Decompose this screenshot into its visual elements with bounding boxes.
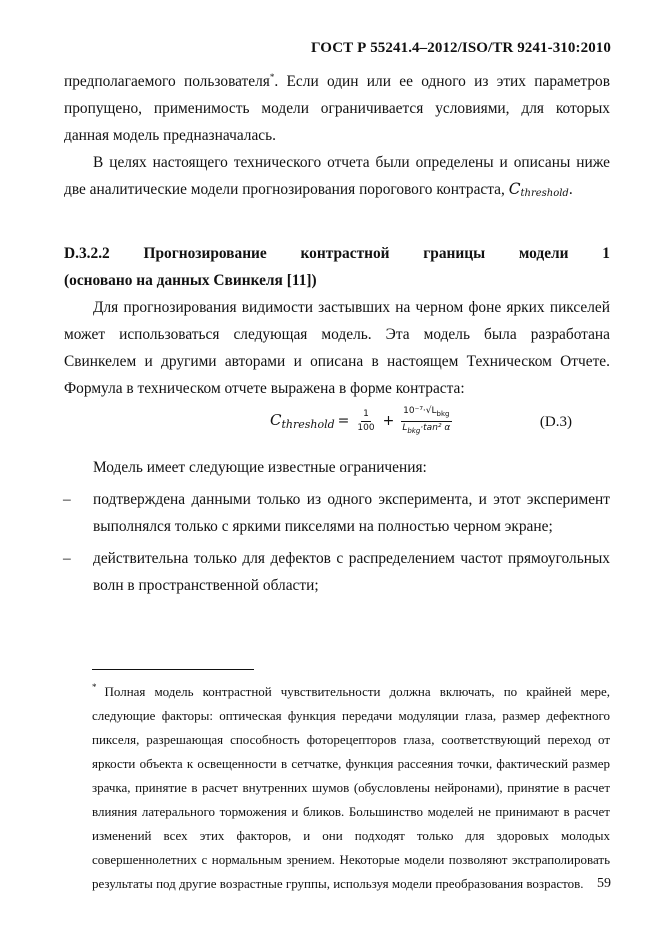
paragraph-end: . — [568, 181, 573, 198]
paragraph-text: В целях настоящего технического отчета были определены и описаны ниже две аналитические модели прогнозирования порогового контраста, — [64, 154, 610, 198]
footnote — [92, 675, 610, 896]
footnote-text: Полная модель контрастной чувствительности должна включать, по крайней мере, следующие факторы: оптическая функция передачи модуляции глаза, размер дефектного пикселя, разрешающая способность фоторецепторов глаза, соответствующий переход от яркости объекта к освещенности в сетчатке, функция рассеяния точки, фактический размер зрачка, принятие в расчет внутренних шумов (обусловлены нейронами), принятие в расчет влияния латерального торможения и бликов. Большинство моделей не принимают в расчет изменений всех этих факторов, и они подходят только для здоровых молодых совершеннолетних с нормальным зрением. Некоторые модели позволяют экстраполировать результаты под другие возрастные группы, используя модели преобразования возрастов. — [92, 684, 610, 891]
formula-lhs: $C_{threshold}$ — [270, 411, 335, 432]
list-dash: – — [63, 491, 71, 508]
section-heading: D.3.2.2 Прогнозирование контрастной границы модели 1 — [64, 245, 610, 262]
footnote-reference[interactable]: * — [269, 72, 275, 82]
list-dash: – — [63, 550, 71, 567]
list-item — [64, 486, 610, 540]
formula-equals: = — [337, 413, 350, 430]
section-heading-continuation: (основано на данных Свинкеля [11]) — [64, 272, 317, 289]
document-body — [64, 64, 610, 599]
formula-expression — [270, 406, 455, 437]
fraction-numerator: 1 — [361, 409, 371, 422]
document-header: ГОСТ Р 55241.4–2012/ISO/TR 9241-310:2010 — [310, 40, 611, 56]
list-item-text: действительна только для дефектов с распределением частот прямоугольных волн в пространственной области; — [93, 550, 610, 594]
paragraph-models-intro — [64, 149, 610, 207]
fraction-denominator: $L_{bkg}\cdot\tan^2$ α — [402, 422, 451, 435]
equation-number: (D.3) — [539, 414, 572, 430]
paragraph-model-description: Для прогнозирования видимости застывших на черном фоне ярких пикселей может использоваться следующая модель. Эта модель была разработана Свинкелем и другими авторами и описана в настоящем Техническом Отчете. Формула в техническом отчете выражена в форме контраста: — [64, 299, 610, 397]
fraction-denominator: 100 — [357, 422, 375, 433]
footnote-mark: * — [92, 682, 97, 692]
list-item — [64, 545, 610, 599]
formula-d3 — [64, 404, 610, 456]
paragraph-limitations-intro: Модель имеет следующие известные ограничения: — [93, 459, 427, 476]
formula-fraction-2 — [400, 406, 452, 437]
page-number: 59 — [597, 876, 611, 891]
formula-fraction-1 — [355, 409, 376, 434]
fraction-numerator: $10^{-7}\cdot√L_{bkg}$ — [401, 406, 451, 422]
paragraph-text-rest: . Если один или ее одного из этих параметров пропущено, применимость модели ограничивается условиями, для которых данная модель предназначалась. — [64, 73, 611, 144]
paragraph-continuation — [64, 64, 610, 149]
list-item-text: подтверждена данными только из одного эксперимента, и этот эксперимент выполнялся только с яркими пикселями на полностью черном экране; — [93, 491, 610, 535]
threshold-symbol: $C_{threshold}$ — [508, 180, 569, 199]
footnote-separator — [92, 669, 254, 670]
formula-plus: + — [382, 413, 395, 430]
paragraph-text: предполагаемого пользователя — [64, 73, 270, 90]
